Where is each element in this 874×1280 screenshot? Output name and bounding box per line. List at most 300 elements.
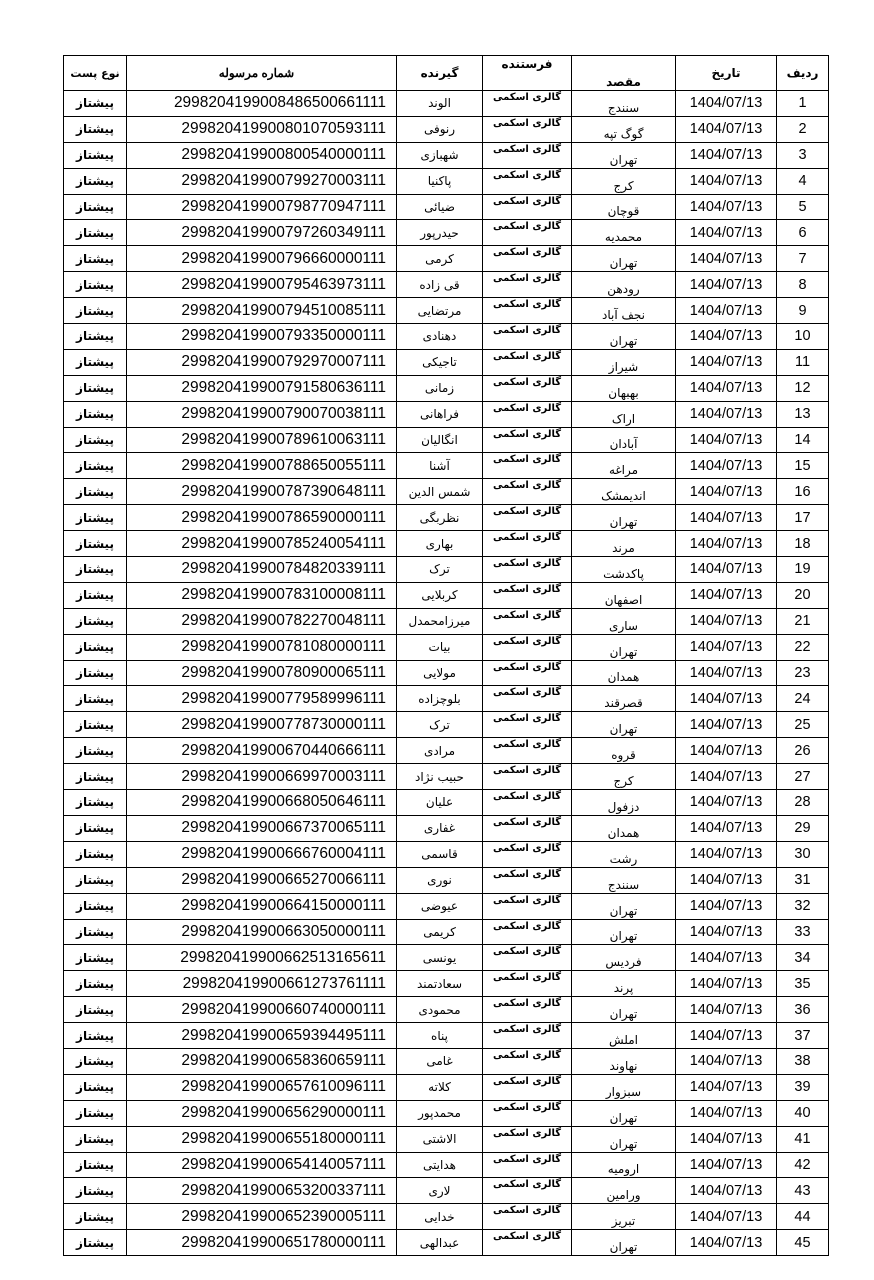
receiver-cell: عبدالهی: [397, 1230, 483, 1256]
date-cell: 1404/07/13: [676, 194, 777, 220]
row-number-cell: 12: [777, 375, 829, 401]
destination-cell: سبزوار: [572, 1074, 676, 1100]
post-type-cell: پیشتاز: [64, 557, 127, 583]
date-cell: 1404/07/13: [676, 1048, 777, 1074]
date-cell: 1404/07/13: [676, 142, 777, 168]
destination-cell: گوگ تپه: [572, 116, 676, 142]
table-row: [64, 919, 829, 945]
post-type-cell: پیشتاز: [64, 505, 127, 531]
receiver-cell: علیان: [397, 790, 483, 816]
sender-cell: گالری اسکمی: [483, 712, 572, 738]
row-number-cell: 23: [777, 660, 829, 686]
sender-cell: گالری اسکمی: [483, 919, 572, 945]
row-number-cell: 1: [777, 91, 829, 117]
destination-cell: شیراز: [572, 349, 676, 375]
sender-cell: گالری اسکمی: [483, 1023, 572, 1049]
receiver-cell: مولایی: [397, 660, 483, 686]
sender-cell: گالری اسکمی: [483, 945, 572, 971]
sender-cell: گالری اسکمی: [483, 349, 572, 375]
destination-cell: سنندج: [572, 91, 676, 117]
date-cell: 1404/07/13: [676, 1230, 777, 1256]
post-type-cell: پیشتاز: [64, 919, 127, 945]
post-type-cell: پیشتاز: [64, 1204, 127, 1230]
post-type-cell: پیشتاز: [64, 531, 127, 557]
post-type-cell: پیشتاز: [64, 401, 127, 427]
receiver-cell: مرادی: [397, 738, 483, 764]
table-row: [64, 427, 829, 453]
table-row: [64, 1074, 829, 1100]
row-number-cell: 20: [777, 582, 829, 608]
receiver-cell: حیدرپور: [397, 220, 483, 246]
row-number-cell: 5: [777, 194, 829, 220]
receiver-cell: شمس الدین: [397, 479, 483, 505]
receiver-cell: نوری: [397, 867, 483, 893]
date-cell: 1404/07/13: [676, 764, 777, 790]
tracking-number-cell: 299820419900786590000111: [127, 505, 397, 531]
receiver-cell: کریمی: [397, 919, 483, 945]
row-number-cell: 31: [777, 867, 829, 893]
post-type-cell: پیشتاز: [64, 867, 127, 893]
destination-cell: کرج: [572, 764, 676, 790]
date-cell: 1404/07/13: [676, 893, 777, 919]
sender-cell: گالری اسکمی: [483, 531, 572, 557]
row-number-cell: 14: [777, 427, 829, 453]
date-cell: 1404/07/13: [676, 531, 777, 557]
row-number-cell: 21: [777, 608, 829, 634]
destination-cell: همدان: [572, 660, 676, 686]
tracking-number-cell: 299820419900793350000111: [127, 324, 397, 350]
post-type-cell: پیشتاز: [64, 1100, 127, 1126]
receiver-cell: کربلایی: [397, 582, 483, 608]
post-type-cell: پیشتاز: [64, 945, 127, 971]
destination-cell: آبادان: [572, 427, 676, 453]
table-row: [64, 375, 829, 401]
row-number-cell: 34: [777, 945, 829, 971]
sender-cell: گالری اسکمی: [483, 1126, 572, 1152]
sender-cell: گالری اسکمی: [483, 324, 572, 350]
sender-cell: گالری اسکمی: [483, 764, 572, 790]
date-cell: 1404/07/13: [676, 220, 777, 246]
receiver-cell: کرمی: [397, 246, 483, 272]
table-row: [64, 194, 829, 220]
row-number-cell: 44: [777, 1204, 829, 1230]
table-row: [64, 91, 829, 117]
receiver-cell: کلاته: [397, 1074, 483, 1100]
destination-cell: پاکدشت: [572, 557, 676, 583]
receiver-cell: پاکنیا: [397, 168, 483, 194]
tracking-number-cell: 299820419900784820339111: [127, 557, 397, 583]
post-type-cell: پیشتاز: [64, 971, 127, 997]
date-cell: 1404/07/13: [676, 375, 777, 401]
table-row: [64, 349, 829, 375]
destination-cell: نجف آباد: [572, 298, 676, 324]
date-cell: 1404/07/13: [676, 349, 777, 375]
tracking-number-cell: 299820419900780900065111: [127, 660, 397, 686]
post-type-cell: پیشتاز: [64, 997, 127, 1023]
sender-cell: گالری اسکمی: [483, 91, 572, 117]
post-type-cell: پیشتاز: [64, 893, 127, 919]
tracking-number-cell: 299820419900667370065111: [127, 815, 397, 841]
receiver-cell: شهبازی: [397, 142, 483, 168]
sender-cell: گالری اسکمی: [483, 790, 572, 816]
destination-cell: اصفهان: [572, 582, 676, 608]
table-row: [64, 841, 829, 867]
header-tracking-number: شماره مرسوله: [127, 56, 397, 91]
row-number-cell: 11: [777, 349, 829, 375]
tracking-number-cell: 299820419900797260349111: [127, 220, 397, 246]
tracking-number-cell: 299820419900789610063111: [127, 427, 397, 453]
date-cell: 1404/07/13: [676, 1023, 777, 1049]
receiver-cell: پناه: [397, 1023, 483, 1049]
table-row: [64, 401, 829, 427]
destination-cell: تهران: [572, 1230, 676, 1256]
sender-cell: گالری اسکمی: [483, 142, 572, 168]
receiver-cell: لاری: [397, 1178, 483, 1204]
table-body: [64, 91, 829, 1256]
sender-cell: گالری اسکمی: [483, 479, 572, 505]
sender-cell: گالری اسکمی: [483, 375, 572, 401]
header-receiver: گیرنده: [397, 56, 483, 91]
sender-cell: گالری اسکمی: [483, 841, 572, 867]
post-type-cell: پیشتاز: [64, 194, 127, 220]
header-post-type: نوع پست: [64, 56, 127, 91]
tracking-number-cell: 299820419900795463973111: [127, 272, 397, 298]
row-number-cell: 27: [777, 764, 829, 790]
row-number-cell: 42: [777, 1152, 829, 1178]
sender-cell: گالری اسکمی: [483, 1204, 572, 1230]
tracking-number-cell: 299820419900668050646111: [127, 790, 397, 816]
row-number-cell: 39: [777, 1074, 829, 1100]
destination-cell: ساری: [572, 608, 676, 634]
sender-cell: گالری اسکمی: [483, 1178, 572, 1204]
table-row: [64, 479, 829, 505]
post-type-cell: پیشتاز: [64, 246, 127, 272]
tracking-number-cell: 299820419900652390005111: [127, 1204, 397, 1230]
row-number-cell: 15: [777, 453, 829, 479]
receiver-cell: فراهانی: [397, 401, 483, 427]
tracking-number-cell: 299820419900787390648111: [127, 479, 397, 505]
tracking-number-cell: 299820419900661273761111: [127, 971, 397, 997]
tracking-number-cell: 299820419900791580636111: [127, 375, 397, 401]
post-type-cell: پیشتاز: [64, 142, 127, 168]
sender-cell: گالری اسکمی: [483, 246, 572, 272]
post-type-cell: پیشتاز: [64, 1126, 127, 1152]
receiver-cell: غامی: [397, 1048, 483, 1074]
tracking-number-cell: 299820419900657610096111: [127, 1074, 397, 1100]
table-row: [64, 764, 829, 790]
destination-cell: اراک: [572, 401, 676, 427]
destination-cell: ورامین: [572, 1178, 676, 1204]
tracking-number-cell: 299820419900778730000111: [127, 712, 397, 738]
destination-cell: تهران: [572, 324, 676, 350]
row-number-cell: 35: [777, 971, 829, 997]
table-row: [64, 505, 829, 531]
destination-cell: کرج: [572, 168, 676, 194]
date-cell: 1404/07/13: [676, 1178, 777, 1204]
date-cell: 1404/07/13: [676, 997, 777, 1023]
destination-cell: مراغه: [572, 453, 676, 479]
receiver-cell: انگالیان: [397, 427, 483, 453]
row-number-cell: 22: [777, 634, 829, 660]
tracking-number-cell: 299820419900662513165611: [127, 945, 397, 971]
row-number-cell: 2: [777, 116, 829, 142]
post-type-cell: پیشتاز: [64, 427, 127, 453]
destination-cell: دزفول: [572, 790, 676, 816]
table-row: [64, 1152, 829, 1178]
date-cell: 1404/07/13: [676, 971, 777, 997]
sender-cell: گالری اسکمی: [483, 401, 572, 427]
date-cell: 1404/07/13: [676, 1100, 777, 1126]
sender-cell: گالری اسکمی: [483, 815, 572, 841]
tracking-number-cell: 299820419900781080000111: [127, 634, 397, 660]
post-type-cell: پیشتاز: [64, 375, 127, 401]
destination-cell: قروه: [572, 738, 676, 764]
post-type-cell: پیشتاز: [64, 815, 127, 841]
row-number-cell: 13: [777, 401, 829, 427]
table-row: [64, 893, 829, 919]
destination-cell: قصرقند: [572, 686, 676, 712]
table-row: [64, 945, 829, 971]
sender-cell: گالری اسکمی: [483, 634, 572, 660]
date-cell: 1404/07/13: [676, 919, 777, 945]
date-cell: 1404/07/13: [676, 686, 777, 712]
table-row: [64, 1048, 829, 1074]
row-number-cell: 45: [777, 1230, 829, 1256]
table-row: [64, 324, 829, 350]
receiver-cell: بهاری: [397, 531, 483, 557]
date-cell: 1404/07/13: [676, 246, 777, 272]
table-row: [64, 1100, 829, 1126]
row-number-cell: 43: [777, 1178, 829, 1204]
post-type-cell: پیشتاز: [64, 298, 127, 324]
post-type-cell: پیشتاز: [64, 764, 127, 790]
row-number-cell: 28: [777, 790, 829, 816]
post-type-cell: پیشتاز: [64, 582, 127, 608]
receiver-cell: بیات: [397, 634, 483, 660]
table-row: [64, 1204, 829, 1230]
post-type-cell: پیشتاز: [64, 220, 127, 246]
destination-cell: نهاوند: [572, 1048, 676, 1074]
post-type-cell: پیشتاز: [64, 738, 127, 764]
table-row: [64, 272, 829, 298]
sender-cell: گالری اسکمی: [483, 660, 572, 686]
row-number-cell: 33: [777, 919, 829, 945]
post-type-cell: پیشتاز: [64, 91, 127, 117]
tracking-number-cell: 299820419900659394495111: [127, 1023, 397, 1049]
destination-cell: تهران: [572, 1100, 676, 1126]
post-type-cell: پیشتاز: [64, 479, 127, 505]
header-date: تاریخ: [676, 56, 777, 91]
destination-cell: تبریز: [572, 1204, 676, 1230]
receiver-cell: رنوفی: [397, 116, 483, 142]
date-cell: 1404/07/13: [676, 815, 777, 841]
sender-cell: گالری اسکمی: [483, 272, 572, 298]
date-cell: 1404/07/13: [676, 634, 777, 660]
receiver-cell: ترک: [397, 557, 483, 583]
date-cell: 1404/07/13: [676, 272, 777, 298]
sender-cell: گالری اسکمی: [483, 686, 572, 712]
date-cell: 1404/07/13: [676, 582, 777, 608]
tracking-number-cell: 299820419900790070038111: [127, 401, 397, 427]
post-type-cell: پیشتاز: [64, 1152, 127, 1178]
table-row: [64, 220, 829, 246]
destination-cell: تهران: [572, 142, 676, 168]
date-cell: 1404/07/13: [676, 91, 777, 117]
post-type-cell: پیشتاز: [64, 660, 127, 686]
date-cell: 1404/07/13: [676, 324, 777, 350]
date-cell: 1404/07/13: [676, 427, 777, 453]
date-cell: 1404/07/13: [676, 298, 777, 324]
date-cell: 1404/07/13: [676, 608, 777, 634]
post-type-cell: پیشتاز: [64, 1048, 127, 1074]
sender-cell: گالری اسکمی: [483, 505, 572, 531]
post-type-cell: پیشتاز: [64, 1230, 127, 1256]
table-row: [64, 168, 829, 194]
sender-cell: گالری اسکمی: [483, 194, 572, 220]
date-cell: 1404/07/13: [676, 660, 777, 686]
tracking-number-cell: 299820419900779589996111: [127, 686, 397, 712]
table-row: [64, 660, 829, 686]
receiver-cell: قاسمی: [397, 841, 483, 867]
destination-cell: تهران: [572, 712, 676, 738]
destination-cell: رشت: [572, 841, 676, 867]
receiver-cell: محمدپور: [397, 1100, 483, 1126]
destination-cell: اندیمشک: [572, 479, 676, 505]
destination-cell: قوچان: [572, 194, 676, 220]
row-number-cell: 6: [777, 220, 829, 246]
table-row: [64, 531, 829, 557]
receiver-cell: مرتضایی: [397, 298, 483, 324]
header-destination: مقصد: [572, 56, 676, 91]
row-number-cell: 18: [777, 531, 829, 557]
tracking-number-cell: 299820419900669970003111: [127, 764, 397, 790]
sender-cell: گالری اسکمی: [483, 168, 572, 194]
tracking-number-cell: 299820419900663050000111: [127, 919, 397, 945]
receiver-cell: خدایی: [397, 1204, 483, 1230]
tracking-number-cell: 299820419900799270003111: [127, 168, 397, 194]
tracking-number-cell: 299820419900792970007111: [127, 349, 397, 375]
table-row: [64, 1126, 829, 1152]
table-row: [64, 1023, 829, 1049]
row-number-cell: 32: [777, 893, 829, 919]
date-cell: 1404/07/13: [676, 116, 777, 142]
destination-cell: تهران: [572, 893, 676, 919]
sender-cell: گالری اسکمی: [483, 298, 572, 324]
row-number-cell: 37: [777, 1023, 829, 1049]
tracking-number-cell: 299820419900655180000111: [127, 1126, 397, 1152]
tracking-number-cell: 299820419900794510085111: [127, 298, 397, 324]
row-number-cell: 41: [777, 1126, 829, 1152]
sender-cell: گالری اسکمی: [483, 608, 572, 634]
tracking-number-cell: 299820419900664150000111: [127, 893, 397, 919]
date-cell: 1404/07/13: [676, 790, 777, 816]
tracking-number-cell: 299820419900796660000111: [127, 246, 397, 272]
header-sender: فرستنده: [483, 56, 572, 91]
header-row-number: ردیف: [777, 56, 829, 91]
destination-cell: تهران: [572, 1126, 676, 1152]
row-number-cell: 30: [777, 841, 829, 867]
date-cell: 1404/07/13: [676, 1126, 777, 1152]
post-type-cell: پیشتاز: [64, 712, 127, 738]
receiver-cell: الوند: [397, 91, 483, 117]
sender-cell: گالری اسکمی: [483, 220, 572, 246]
row-number-cell: 7: [777, 246, 829, 272]
sender-cell: گالری اسکمی: [483, 557, 572, 583]
tracking-number-cell: 299820419900666760004111: [127, 841, 397, 867]
post-type-cell: پیشتاز: [64, 790, 127, 816]
date-cell: 1404/07/13: [676, 945, 777, 971]
receiver-cell: قی زاده: [397, 272, 483, 298]
tracking-number-cell: 299820419900653200337111: [127, 1178, 397, 1204]
post-type-cell: پیشتاز: [64, 168, 127, 194]
row-number-cell: 25: [777, 712, 829, 738]
destination-cell: پرند: [572, 971, 676, 997]
sender-cell: گالری اسکمی: [483, 453, 572, 479]
row-number-cell: 10: [777, 324, 829, 350]
post-type-cell: پیشتاز: [64, 1023, 127, 1049]
table-row: [64, 298, 829, 324]
table-row: [64, 867, 829, 893]
row-number-cell: 36: [777, 997, 829, 1023]
sender-cell: گالری اسکمی: [483, 971, 572, 997]
destination-cell: مرند: [572, 531, 676, 557]
date-cell: 1404/07/13: [676, 712, 777, 738]
sender-cell: گالری اسکمی: [483, 997, 572, 1023]
destination-cell: تهران: [572, 246, 676, 272]
post-type-cell: پیشتاز: [64, 1074, 127, 1100]
post-type-cell: پیشتاز: [64, 324, 127, 350]
row-number-cell: 9: [777, 298, 829, 324]
date-cell: 1404/07/13: [676, 168, 777, 194]
tracking-number-cell: 299820419900785240054111: [127, 531, 397, 557]
receiver-cell: آشنا: [397, 453, 483, 479]
row-number-cell: 38: [777, 1048, 829, 1074]
receiver-cell: نظربگی: [397, 505, 483, 531]
post-type-cell: پیشتاز: [64, 608, 127, 634]
post-type-cell: پیشتاز: [64, 349, 127, 375]
row-number-cell: 26: [777, 738, 829, 764]
row-number-cell: 3: [777, 142, 829, 168]
tracking-number-cell: 299820419900788650055111: [127, 453, 397, 479]
date-cell: 1404/07/13: [676, 453, 777, 479]
receiver-cell: عیوضی: [397, 893, 483, 919]
date-cell: 1404/07/13: [676, 738, 777, 764]
table-row: [64, 971, 829, 997]
table-row: [64, 557, 829, 583]
table-row: [64, 142, 829, 168]
table-row: [64, 608, 829, 634]
sender-cell: گالری اسکمی: [483, 1048, 572, 1074]
destination-cell: بهبهان: [572, 375, 676, 401]
date-cell: 1404/07/13: [676, 557, 777, 583]
receiver-cell: یونسی: [397, 945, 483, 971]
tracking-number-cell: 299820419900800540000111: [127, 142, 397, 168]
tracking-number-cell: 299820419900665270066111: [127, 867, 397, 893]
table-row: [64, 712, 829, 738]
post-type-cell: پیشتاز: [64, 272, 127, 298]
tracking-number-cell: 299820419900654140057111: [127, 1152, 397, 1178]
tracking-number-cell: 299820419900783100008111: [127, 582, 397, 608]
receiver-cell: الاشتی: [397, 1126, 483, 1152]
date-cell: 1404/07/13: [676, 505, 777, 531]
table-row: [64, 1178, 829, 1204]
table-header-row: [64, 56, 829, 91]
receiver-cell: بلوچزاده: [397, 686, 483, 712]
receiver-cell: زمانی: [397, 375, 483, 401]
sender-cell: گالری اسکمی: [483, 1100, 572, 1126]
receiver-cell: میرزامحمدل: [397, 608, 483, 634]
receiver-cell: دهنادی: [397, 324, 483, 350]
